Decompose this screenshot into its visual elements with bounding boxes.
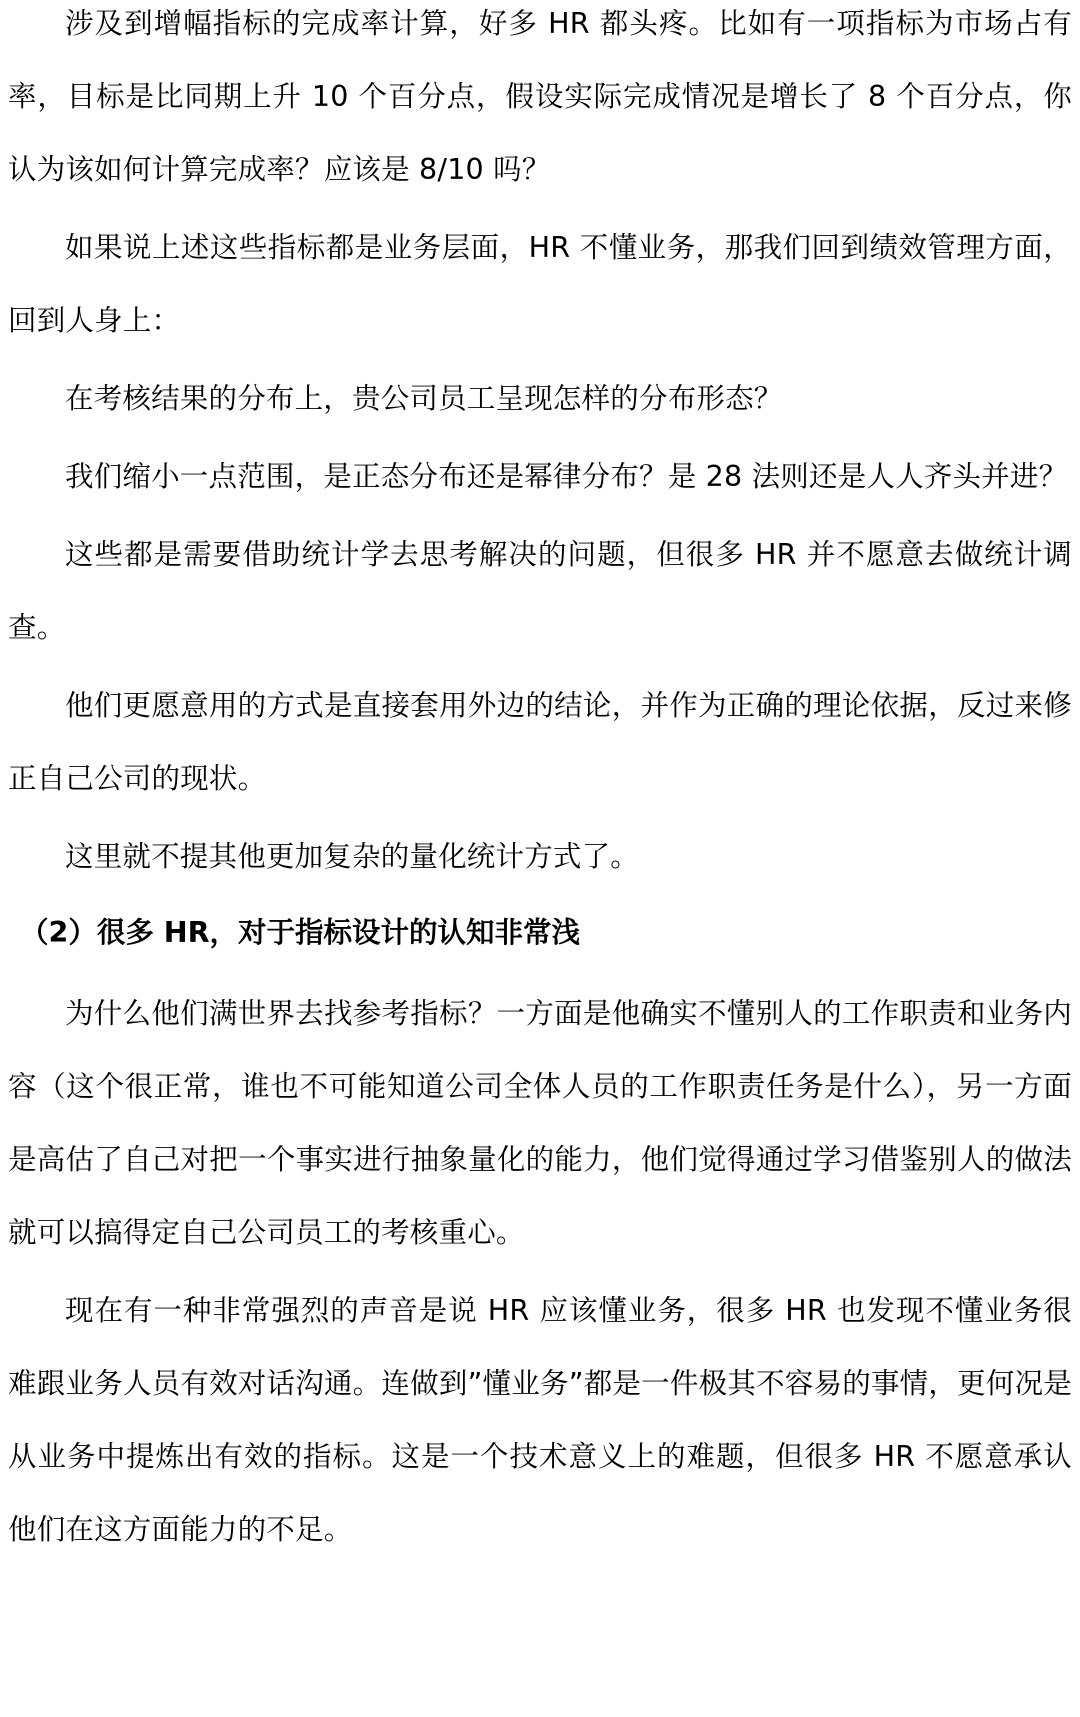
paragraph: 我们缩小一点范围，是正态分布还是幂律分布？是 28 法则还是人人齐头并进？	[65, 460, 1068, 493]
paragraph: 如果说上述这些指标都是业务层面，HR 不懂业务，那我们回到绩效管理方面，回到人身上：	[8, 231, 1072, 337]
paragraph: 他们更愿意用的方式是直接套用外边的结论，并作为正确的理论依据，反过来修正自己公司的现状。	[8, 689, 1072, 795]
paragraph: 这里就不提其他更加复杂的量化统计方式了。	[65, 840, 640, 873]
section-heading: （2）很多 HR，对于指标设计的认知非常浅	[20, 916, 581, 949]
paragraph: 这些都是需要借助统计学去思考解决的问题，但很多 HR 并不愿意去做统计调查。	[8, 538, 1072, 644]
paragraph: 在考核结果的分布上，贵公司员工呈现怎样的分布形态？	[65, 382, 783, 415]
paragraph: 现在有一种非常强烈的声音是说 HR 应该懂业务，很多 HR 也发现不懂业务很难跟业务人员有效对话沟通。连做到”懂业务”都是一件极其不容易的事情，更何况是从业务中提炼出有效的指标。这是一个技术意义上的难题，但很多 HR 不愿意承认他们在这方面能力的不足。	[8, 1294, 1072, 1546]
paragraph: 为什么他们满世界去找参考指标？一方面是他确实不懂别人的工作职责和业务内容（这个很正常，谁也不可能知道公司全体人员的工作职责任务是什么），另一方面是高估了自己对把一个事实进行抽象量化的能力，他们觉得通过学习借鉴别人的做法就可以搞得定自己公司员工的考核重心。	[8, 997, 1072, 1249]
paragraph: 涉及到增幅指标的完成率计算，好多 HR 都头疼。比如有一项指标为市场占有率，目标是比同期上升 10 个百分点，假设实际完成情况是增长了 8 个百分点，你认为该如何计算完成率？应该是 8/10 吗？	[8, 7, 1072, 186]
